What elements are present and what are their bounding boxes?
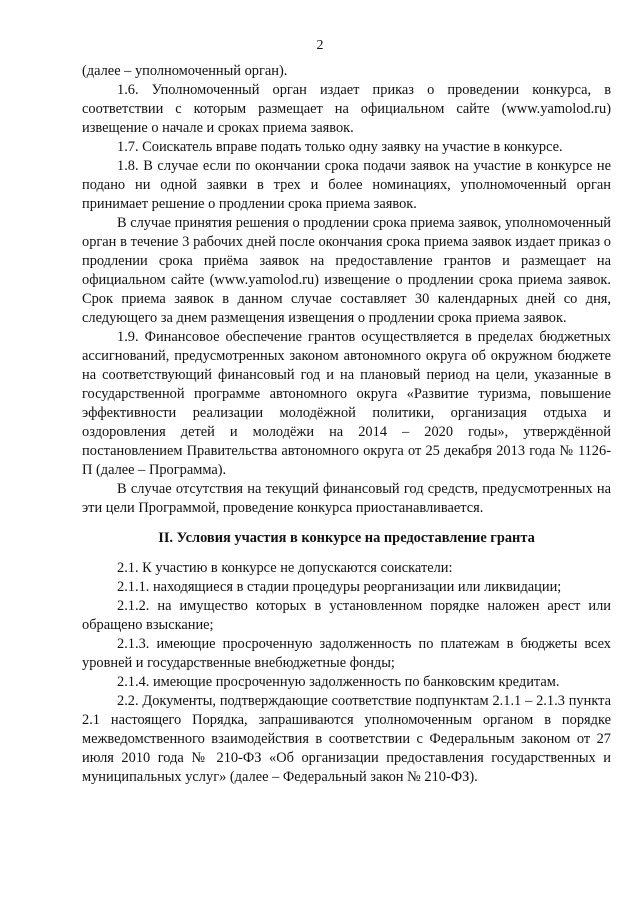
paragraph-suspension: В случае отсутствия на текущий финансовый год средств, предусмотренных на эти цели Программой, проведение конкурса приостанавливается. <box>82 481 611 516</box>
paragraph-2-1-3: 2.1.3. имеющие просроченную задолженность по платежам в бюджеты всех уровней и государственные внебюджетные фонды; <box>82 636 611 671</box>
document-body <box>82 62 611 787</box>
paragraph-1-8: 1.8. В случае если по окончании срока подачи заявок на участие в конкурсе не подано ни одной заявки в трех и более номинациях, уполномоченный орган принимает решение о продлении срока приема заявок. <box>82 158 611 212</box>
paragraph-1-9: 1.9. Финансовое обеспечение грантов осуществляется в пределах бюджетных ассигнований, предусмотренных законом автономного округа об окружном бюджете на соответствующий финансовый год и на плановый период на цели, указанные в государственной программе автономного округа «Развитие туризма, повышение эффективности реализации молодёжной политики, организация отдыха и оздоровления детей и молодёжи на 2014 – 2020 годы», утверждённой постановлением Правительства автономного округа от 25 декабря 2013 года № 1126-П (далее – Программа). <box>82 329 611 478</box>
paragraph-2-1-4: 2.1.4. имеющие просроченную задолженность по банковским кредитам. <box>117 674 560 690</box>
paragraph-extension: В случае принятия решения о продлении срока приема заявок, уполномоченный орган в течение 3 рабочих дней после окончания срока приема заявок издает приказ о продлении срока приёма заявок на предоставление грантов и размещает на официальном сайте (www.yamolod.ru) извещение о продлении срока приема заявок. Срок приема заявок в данном случае составляет 30 календарных дней со дня, следующего за днем размещения извещения о продлении срока приема заявок. <box>82 215 611 326</box>
paragraph-1-7: 1.7. Соискатель вправе подать только одну заявку на участие в конкурсе. <box>117 139 563 155</box>
section-heading: II. Условия участия в конкурсе на предоставление гранта <box>158 530 535 546</box>
section-gap <box>82 518 611 529</box>
paragraph-continuation: (далее – уполномоченный орган). <box>82 63 288 79</box>
page-number: 2 <box>316 38 324 53</box>
section-gap <box>82 548 611 559</box>
paragraph-2-1-2: 2.1.2. на имущество которых в установленном порядке наложен арест или обращено взыскание; <box>82 598 611 633</box>
paragraph-1-6: 1.6. Уполномоченный орган издает приказ о проведении конкурса, в соответствии с которым размещает на официальном сайте (www.yamolod.ru) извещение о начале и сроках приема заявок. <box>82 82 611 136</box>
paragraph-2-1: 2.1. К участию в конкурсе не допускаются соискатели: <box>117 560 453 576</box>
paragraph-2-2: 2.2. Документы, подтверждающие соответствие подпунктам 2.1.1 – 2.1.3 пункта 2.1 настоящего Порядка, запрашиваются уполномоченным органом в порядке межведомственного взаимодействия в соответствии с Федеральным законом от 27 июля 2010 года № 210-ФЗ «Об организации предоставления государственных и муниципальных услуг» (далее – Федеральный закон № 210-ФЗ). <box>82 693 611 785</box>
paragraph-2-1-1: 2.1.1. находящиеся в стадии процедуры реорганизации или ликвидации; <box>117 579 562 595</box>
